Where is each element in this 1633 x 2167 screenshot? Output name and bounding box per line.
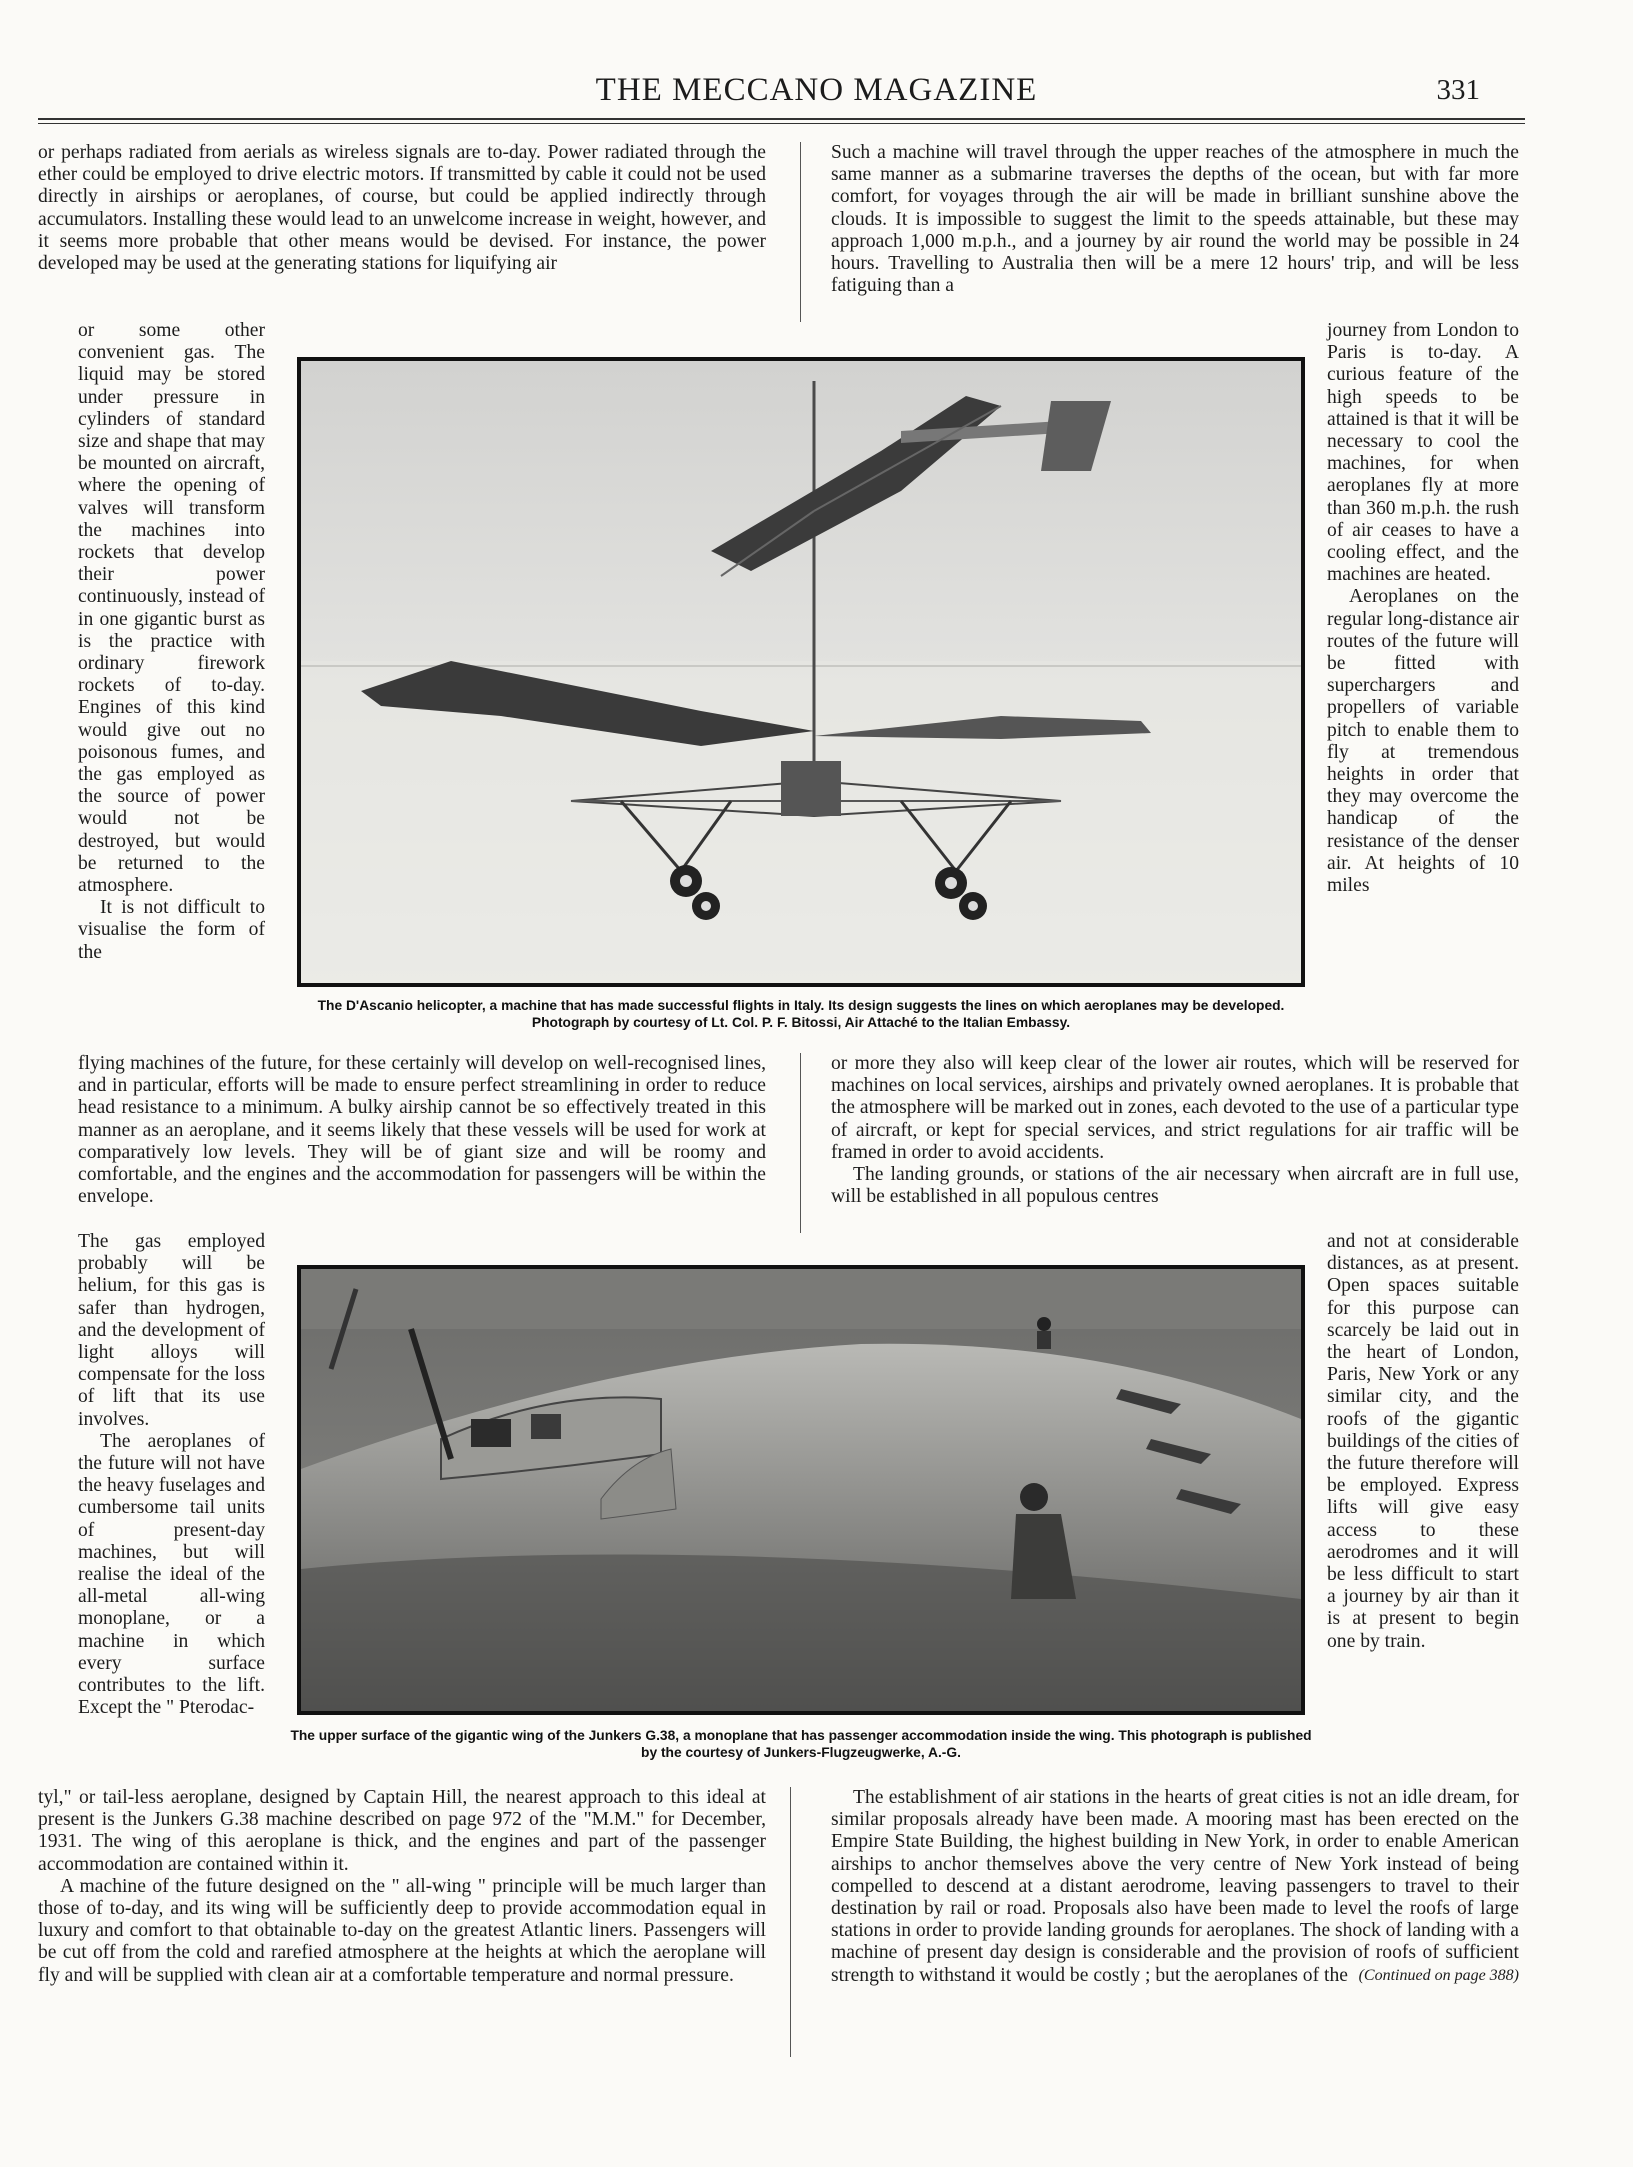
left-narrow-column-1 xyxy=(78,320,265,964)
junkers-wing-photo xyxy=(297,1265,1305,1715)
helicopter-photo xyxy=(297,357,1305,987)
paragraph: or more they also will keep clear of the lower air routes, which will be reserved for machines on local services, airships and privately owned aeroplanes. It is probable that the atmosphere will be marked out in zones, each devoted to the use of a particular type of aircraft, or kept for special services, and strict regulations for air traffic will be framed in order to avoid accidents. xyxy=(831,1053,1519,1163)
paragraph: The gas employed probably will be helium, for this gas is safer than hydrogen, and the development of light alloys will compensate for the loss of lift that its use involves. xyxy=(78,1231,265,1430)
paragraph: A machine of the future designed on the " all-wing " principle will be much larger than those of to-day, and its wing will be sufficiently deep to provide accommodation equal in luxury and comfort to that obtainable to-day on the greatest Atlantic liners. Passengers will be cut off from the cold and rarefied atmosphere at the heights at which the aeroplane will fly and will be supplied with clean air at a comfortable temperature and normal pressure. xyxy=(38,1875,766,1986)
left-narrow-column-2 xyxy=(78,1231,265,1719)
header-rule xyxy=(38,118,1525,120)
paragraph: Such a machine will travel through the upper reaches of the atmosphere in much the same manner as a submarine traverses the depths of the ocean, but with far more comfort, for voyages through the air will be made in brilliant sunshine above the clouds. It is impossible to suggest the limit to the speeds attainable, but these may approach 1,000 m.p.h., and a journey by air round the world may be possible in 24 hours. Travelling to Australia then will be a mere 12 hours' trip, and will be less fatiguing than a xyxy=(831,142,1519,297)
magazine-title: THE MECCANO MAGAZINE xyxy=(595,72,1038,108)
continued-note[interactable]: (Continued on page 388) xyxy=(1358,1966,1519,1984)
column-divider xyxy=(800,142,801,322)
column-divider xyxy=(790,1787,791,2057)
bottom-right-column xyxy=(831,1787,1519,1987)
paragraph: or some other convenient gas. The liquid may be stored under pressure in cylinders of standard size and shape that may be mounted on aircraft, where the opening of valves will transform the machines into rockets that develop their power continuously, instead of in one gigantic burst as is the practice with ordinary firework rockets of to-day. Engines of this kind would give out no poisonous fumes, and the gas employed as the source of power would not be destroyed, but would be returned to the atmosphere. xyxy=(78,320,265,897)
paragraph: The landing grounds, or stations of the air necessary when aircraft are in full use, will be established in all populous centres xyxy=(831,1164,1519,1208)
paragraph: Aeroplanes on the regular long-distance air routes of the future will be fitted with superchargers and propellers of variable pitch to enable them to fly at tremendous heights in order that they may overcome the handicap of the resistance of the denser air. At heights of 10 miles xyxy=(1327,586,1519,897)
bottom-left-column xyxy=(38,1787,766,1987)
paragraph: tyl," or tail-less aeroplane, designed by Captain Hill, the nearest approach to this ideal at present is the Junkers G.38 machine described on page 972 of the "M.M." for December, 1931. The wing of this aeroplane is thick, and the engines and part of the passenger accommodation are contained within it. xyxy=(38,1787,766,1875)
right-narrow-column-2 xyxy=(1327,1231,1519,1653)
header-rule-thin xyxy=(38,123,1525,124)
paragraph-text: The establishment of air stations in the hearts of great cities is not an idle dream, for similar proposals already have been made. A mooring mast has been erected on the Empire State Building, the highest building in New York, in order to enable American airships to anchor themselves above the very centre of New York instead of being compelled to descend at a distant aerodrome, leaving passengers to travel to their destination by rail or road. Proposals also have been made to level the roofs of large stations in order to provide landing grounds for aeroplanes. The shock of landing with a machine of present day design is considerable and the provision of roofs of sufficient strength to withstand it would be costly ; but the aeroplanes of the xyxy=(831,1787,1519,1986)
helicopter-caption: The D'Ascanio helicopter, a machine that has made successful flights in Italy. Its design suggests the lines on which aeroplanes may be developed. Photograph by courtesy of Lt. Col. P. F. Bitossi, Air Attaché to the Italian Embassy. xyxy=(317,998,1285,1030)
top-left-column xyxy=(38,142,766,275)
right-narrow-column-1 xyxy=(1327,320,1519,897)
junkers-caption: The upper surface of the gigantic wing of the Junkers G.38, a monoplane that has passenger accommodation inside the wing. This photograph is published by the courtesy of Junkers-Flugzeugwerke, A.-G. xyxy=(290,1728,1312,1760)
column-divider xyxy=(800,1053,801,1233)
paragraph xyxy=(831,1787,1519,1987)
paragraph: and not at considerable distances, as at present. Open spaces suitable for this purpose can scarcely be laid out in the heart of London, Paris, New York or any similar city, and the roofs of the gigantic buildings of the cities of the future therefore will be employed. Express lifts will give easy access to these aerodromes and it will be less difficult to start a journey by air than it is at present to begin one by train. xyxy=(1327,1231,1519,1652)
middle-right-column xyxy=(831,1053,1519,1208)
paragraph: journey from London to Paris is to-day. A curious feature of the high speeds to be attained is that it will be necessary to cool the machines, for when aeroplanes fly at more than 360 m.p.h. the rush of air ceases to have a cooling effect, and the machines are heated. xyxy=(1327,320,1519,586)
paragraph: The aeroplanes of the future will not have the heavy fuselages and cumbersome tail units of present-day machines, but will realise the ideal of the all-metal all-wing monoplane, or a machine in which every surface contributes to the lift. Except the " Pterodac- xyxy=(78,1430,265,1719)
top-right-column xyxy=(831,142,1519,297)
paragraph: flying machines of the future, for these certainly will develop on well-recognised lines, and in particular, efforts will be made to ensure perfect streamlining in order to reduce head resistance to a minimum. A bulky airship cannot be so effectively treated in this manner as an aeroplane, and it seems likely that these vessels will be used for work at comparatively low levels. They will be of giant size and will be roomy and comfortable, and the engines and the accommodation for passengers will be within the envelope. xyxy=(78,1053,766,1208)
page-number: 331 xyxy=(1436,74,1480,106)
middle-left-column xyxy=(78,1053,766,1208)
paragraph: or perhaps radiated from aerials as wireless signals are to-day. Power radiated through the ether could be employed to drive electric motors. If transmitted by cable it could not be used directly in airships or aeroplanes, of course, but could be applied indirectly through accumulators. Installing these would lead to an unwelcome increase in weight, however, and it seems more probable that other means would be devised. For instance, the power developed may be used at the generating stations for liquifying air xyxy=(38,142,766,275)
paragraph: It is not difficult to visualise the form of the xyxy=(78,897,265,963)
